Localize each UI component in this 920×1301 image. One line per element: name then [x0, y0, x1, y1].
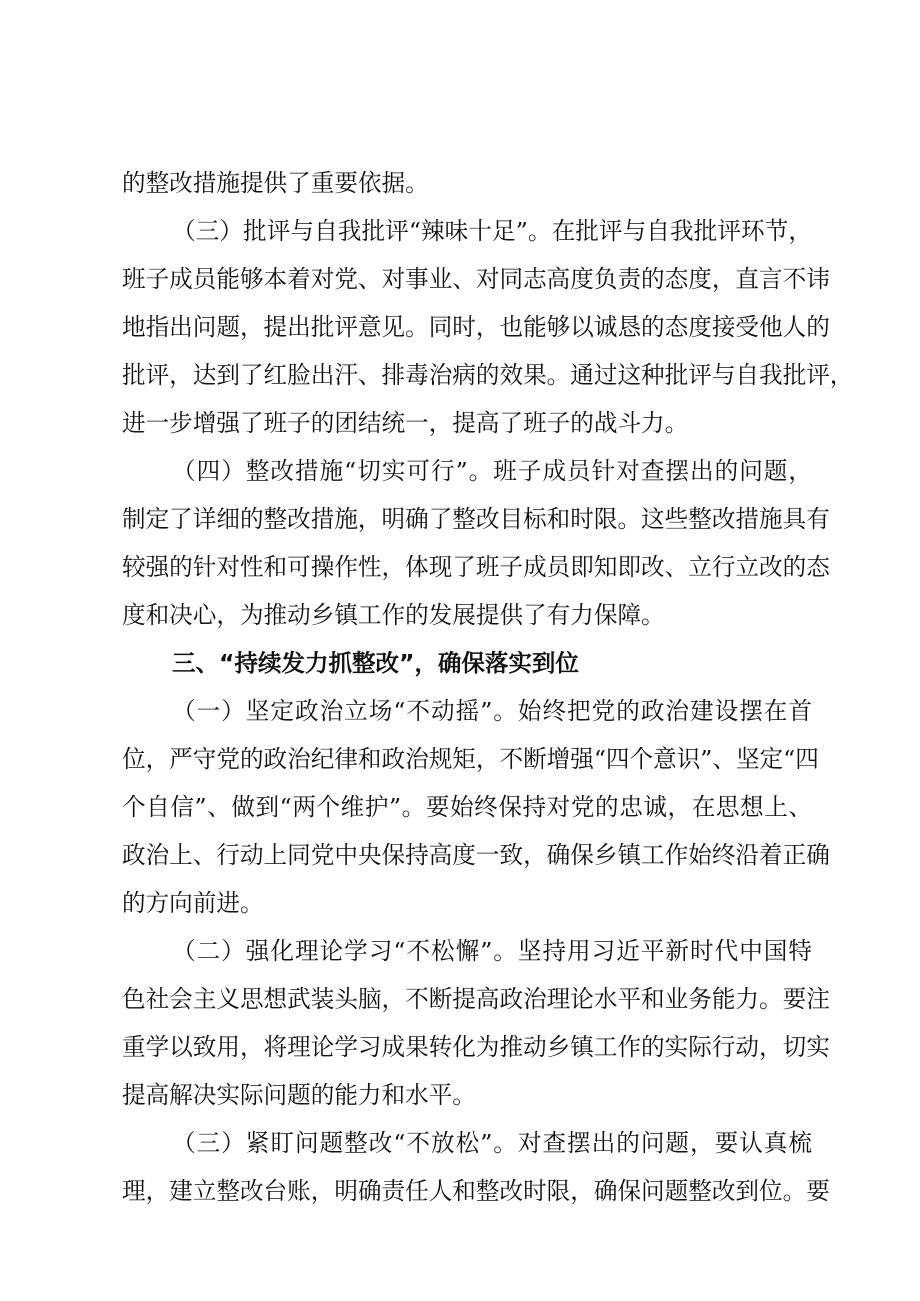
paragraph-line: （三）批评与自我批评“辣味十足”。在批评与自我批评环节， — [172, 217, 812, 245]
paragraph-line: 色社会主义思想武装头脑，不断提高政治理论水平和业务能力。要注 — [122, 985, 830, 1013]
paragraph-line: 政治上、行动上同党中央保持高度一致，确保乡镇工作始终沿着正确 — [122, 841, 830, 869]
paragraph-line: （四）整改措施“切实可行”。班子成员针对查摆出的问题， — [172, 457, 812, 485]
paragraph-line: 进一步增强了班子的团结统一，提高了班子的战斗力。 — [122, 409, 689, 437]
paragraph-line: 制定了详细的整改措施，明确了整改目标和时限。这些整改措施具有 — [122, 505, 830, 533]
paragraph-line: 的方向前进。 — [122, 889, 264, 917]
paragraph-line: 的整改措施提供了重要依据。 — [122, 169, 429, 197]
paragraph-line: 个自信”、做到“两个维护”。要始终保持对党的忠诚，在思想上、 — [122, 793, 812, 821]
section-heading: 三、“持续发力抓整改”，确保落实到位 — [172, 649, 579, 677]
paragraph-line: 度和决心，为推动乡镇工作的发展提供了有力保障。 — [122, 601, 665, 629]
paragraph-line: （一）坚定政治立场“不动摇”。始终把党的政治建设摆在首 — [172, 697, 812, 725]
paragraph-line: 提高解决实际问题的能力和水平。 — [122, 1081, 476, 1109]
paragraph-line: 批评，达到了红脸出汗、排毒治病的效果。通过这种批评与自我批评， — [122, 361, 854, 389]
paragraph-line: （三）紧盯问题整改“不放松”。对查摆出的问题，要认真梳 — [172, 1129, 812, 1157]
paragraph-line: 班子成员能够本着对党、对事业、对同志高度负责的态度，直言不讳 — [122, 265, 830, 293]
paragraph-line: 重学以致用，将理论学习成果转化为推动乡镇工作的实际行动，切实 — [122, 1033, 830, 1061]
paragraph-line: 较强的针对性和可操作性，体现了班子成员即知即改、立行立改的态 — [122, 553, 830, 581]
paragraph-line: 地指出问题，提出批评意见。同时，也能够以诚恳的态度接受他人的 — [122, 313, 830, 341]
paragraph-line: （二）强化理论学习“不松懈”。坚持用习近平新时代中国特 — [172, 937, 812, 965]
paragraph-line: 位，严守党的政治纪律和政治规矩，不断增强“四个意识”、坚定“四 — [122, 745, 819, 773]
paragraph-line: 理，建立整改台账，明确责任人和整改时限，确保问题整改到位。要 — [122, 1177, 830, 1205]
